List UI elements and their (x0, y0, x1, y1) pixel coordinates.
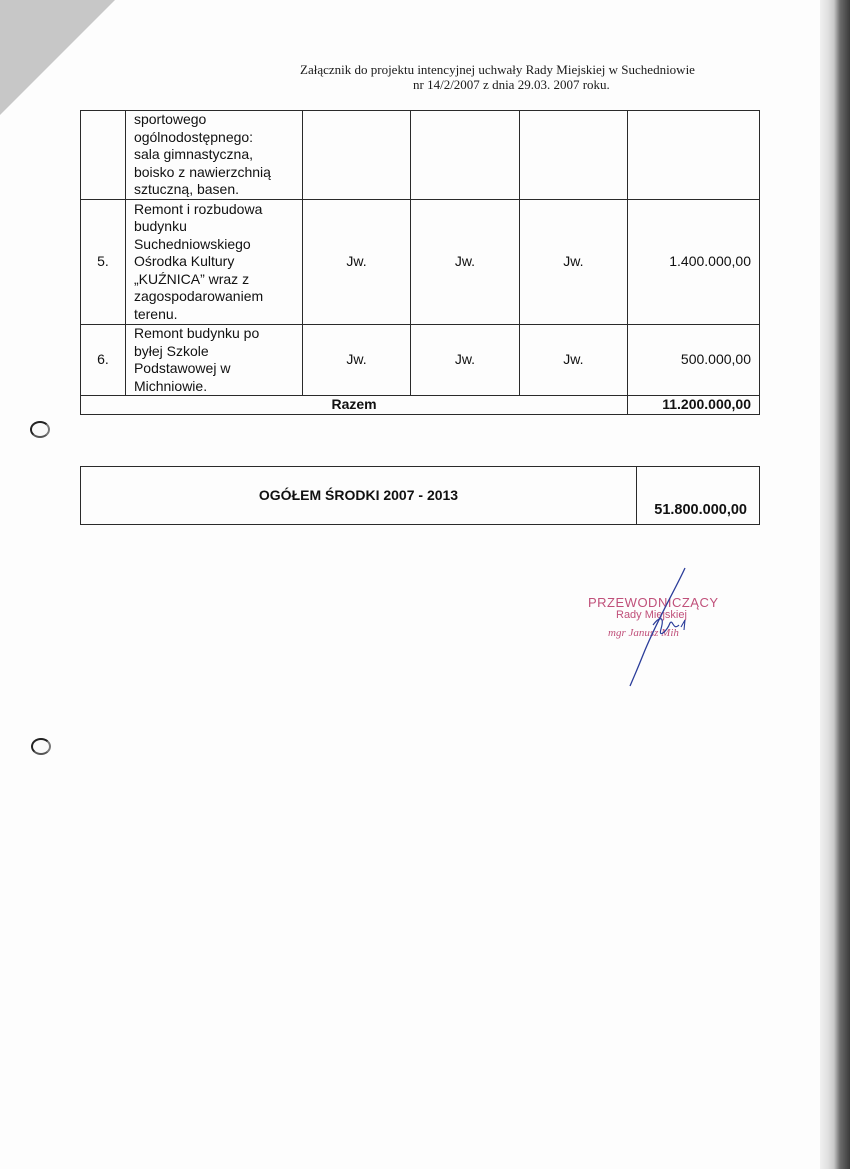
desc-line: sala gimnastyczna, (133, 146, 254, 163)
scan-right-edge (820, 0, 850, 1169)
row-cell: Jw. (411, 200, 519, 325)
grand-total-value: 51.800.000,00 (637, 467, 760, 525)
stamp-name: mgr Janusz Mih (608, 627, 679, 639)
desc-line: budynku (133, 218, 187, 235)
grand-total-table (80, 466, 760, 525)
row-cell (519, 111, 627, 200)
desc-line: Suchedniowskiego (133, 235, 251, 252)
row-description (125, 325, 302, 396)
desc-line: Ośrodka Kultury (133, 253, 235, 270)
desc-line: terenu. (133, 305, 178, 322)
signature-stroke (681, 620, 685, 630)
desc-line: zagospodarowaniem (133, 288, 264, 305)
row-cell: Jw. (302, 325, 410, 396)
row-cell (302, 111, 410, 200)
attachment-header (300, 62, 730, 92)
desc-line: byłej Szkole (133, 342, 209, 359)
row-amount: 1.400.000,00 (628, 200, 760, 325)
table-row (81, 325, 760, 396)
desc-line: Michniowie. (133, 377, 208, 394)
row-amount: 500.000,00 (628, 325, 760, 396)
row-number (81, 111, 126, 200)
punch-hole (31, 738, 51, 755)
grand-total-row (81, 467, 760, 525)
desc-line: ogólnodostępnego: (133, 128, 254, 145)
row-cell: Jw. (302, 200, 410, 325)
row-cell: Jw. (519, 325, 627, 396)
sum-value: 11.200.000,00 (628, 396, 760, 415)
table-row (81, 111, 760, 200)
row-description (125, 200, 302, 325)
row-description (125, 111, 302, 200)
scan-corner-fold (0, 0, 115, 115)
table-row (81, 200, 760, 325)
desc-line: Remont budynku po (133, 325, 260, 341)
row-amount (628, 111, 760, 200)
handwritten-signature (595, 565, 715, 690)
signature-stroke (653, 619, 679, 634)
stamp-title: PRZEWODNICZĄCY (588, 595, 719, 610)
row-number: 6. (81, 325, 126, 396)
row-number: 5. (81, 200, 126, 325)
header-line-1: Załącznik do projektu intencyjnej uchwały Rady Miejskiej w Suchedniowie (300, 62, 695, 77)
grand-total-label: OGÓŁEM ŚRODKI 2007 - 2013 (81, 467, 637, 525)
sum-label: Razem (81, 396, 628, 415)
desc-line: boisko z nawierzchnią (133, 163, 271, 180)
row-cell (411, 111, 519, 200)
desc-line: sztuczną, basen. (133, 181, 240, 198)
desc-line: sportowego (133, 111, 207, 128)
desc-line: Remont i rozbudowa (133, 200, 263, 217)
desc-line: Podstawowej w (133, 360, 231, 376)
stamp-subtitle: Rady Miejskiej (616, 609, 687, 621)
header-line-2: nr 14/2/2007 z dnia 29.03. 2007 roku. (413, 77, 610, 92)
investment-table (80, 110, 760, 415)
desc-line: „KUŹNICA” wraz z (133, 270, 250, 287)
punch-hole (30, 421, 50, 438)
row-cell: Jw. (519, 200, 627, 325)
sum-row (81, 396, 760, 415)
row-cell: Jw. (411, 325, 519, 396)
